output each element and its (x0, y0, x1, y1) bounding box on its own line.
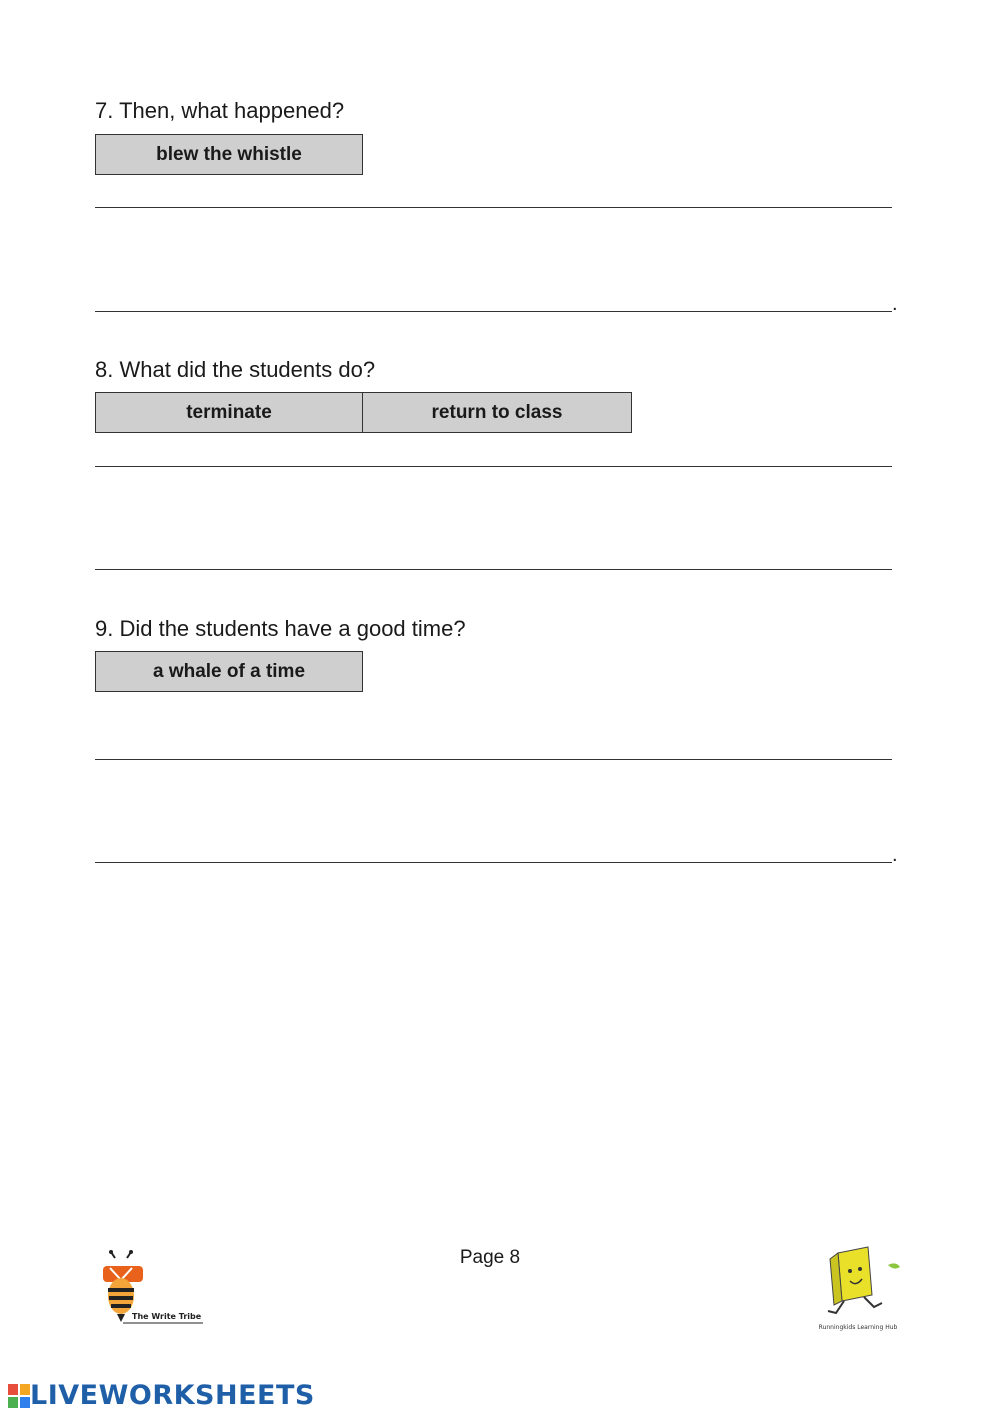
liveworksheets-icon (8, 1384, 30, 1408)
liveworksheets-brand (8, 1380, 315, 1411)
write-tribe-logo (95, 1250, 210, 1330)
question-9: 9. Did the students have a good time? (95, 616, 466, 641)
hint-row-9 (95, 651, 363, 692)
page-number: Page 8 (459, 1247, 521, 1268)
hint-row-8 (95, 392, 632, 433)
runningkids-logo (808, 1243, 908, 1343)
runningkids-text: Runningkids Learning Hub (818, 1324, 898, 1331)
question-7: 7. Then, what happened? (95, 98, 345, 123)
liveworksheets-label: LIVEWORKSHEETS (30, 1380, 315, 1411)
question-8: 8. What did the students do? (95, 357, 376, 382)
answer-line[interactable] (95, 311, 892, 312)
hint-box[interactable]: return to class (363, 392, 632, 433)
hint-box[interactable]: blew the whistle (95, 134, 363, 175)
answer-line[interactable] (95, 862, 892, 863)
hint-box[interactable]: terminate (95, 392, 363, 433)
answer-line[interactable] (95, 759, 892, 760)
answer-line[interactable] (95, 466, 892, 467)
hint-row-7 (95, 134, 363, 175)
period-mark: . (892, 293, 898, 315)
answer-line[interactable] (95, 207, 892, 208)
write-tribe-text: The Write Tribe (132, 1312, 202, 1321)
answer-line[interactable] (95, 569, 892, 570)
period-mark: . (892, 844, 898, 866)
hint-box[interactable]: a whale of a time (95, 651, 363, 692)
